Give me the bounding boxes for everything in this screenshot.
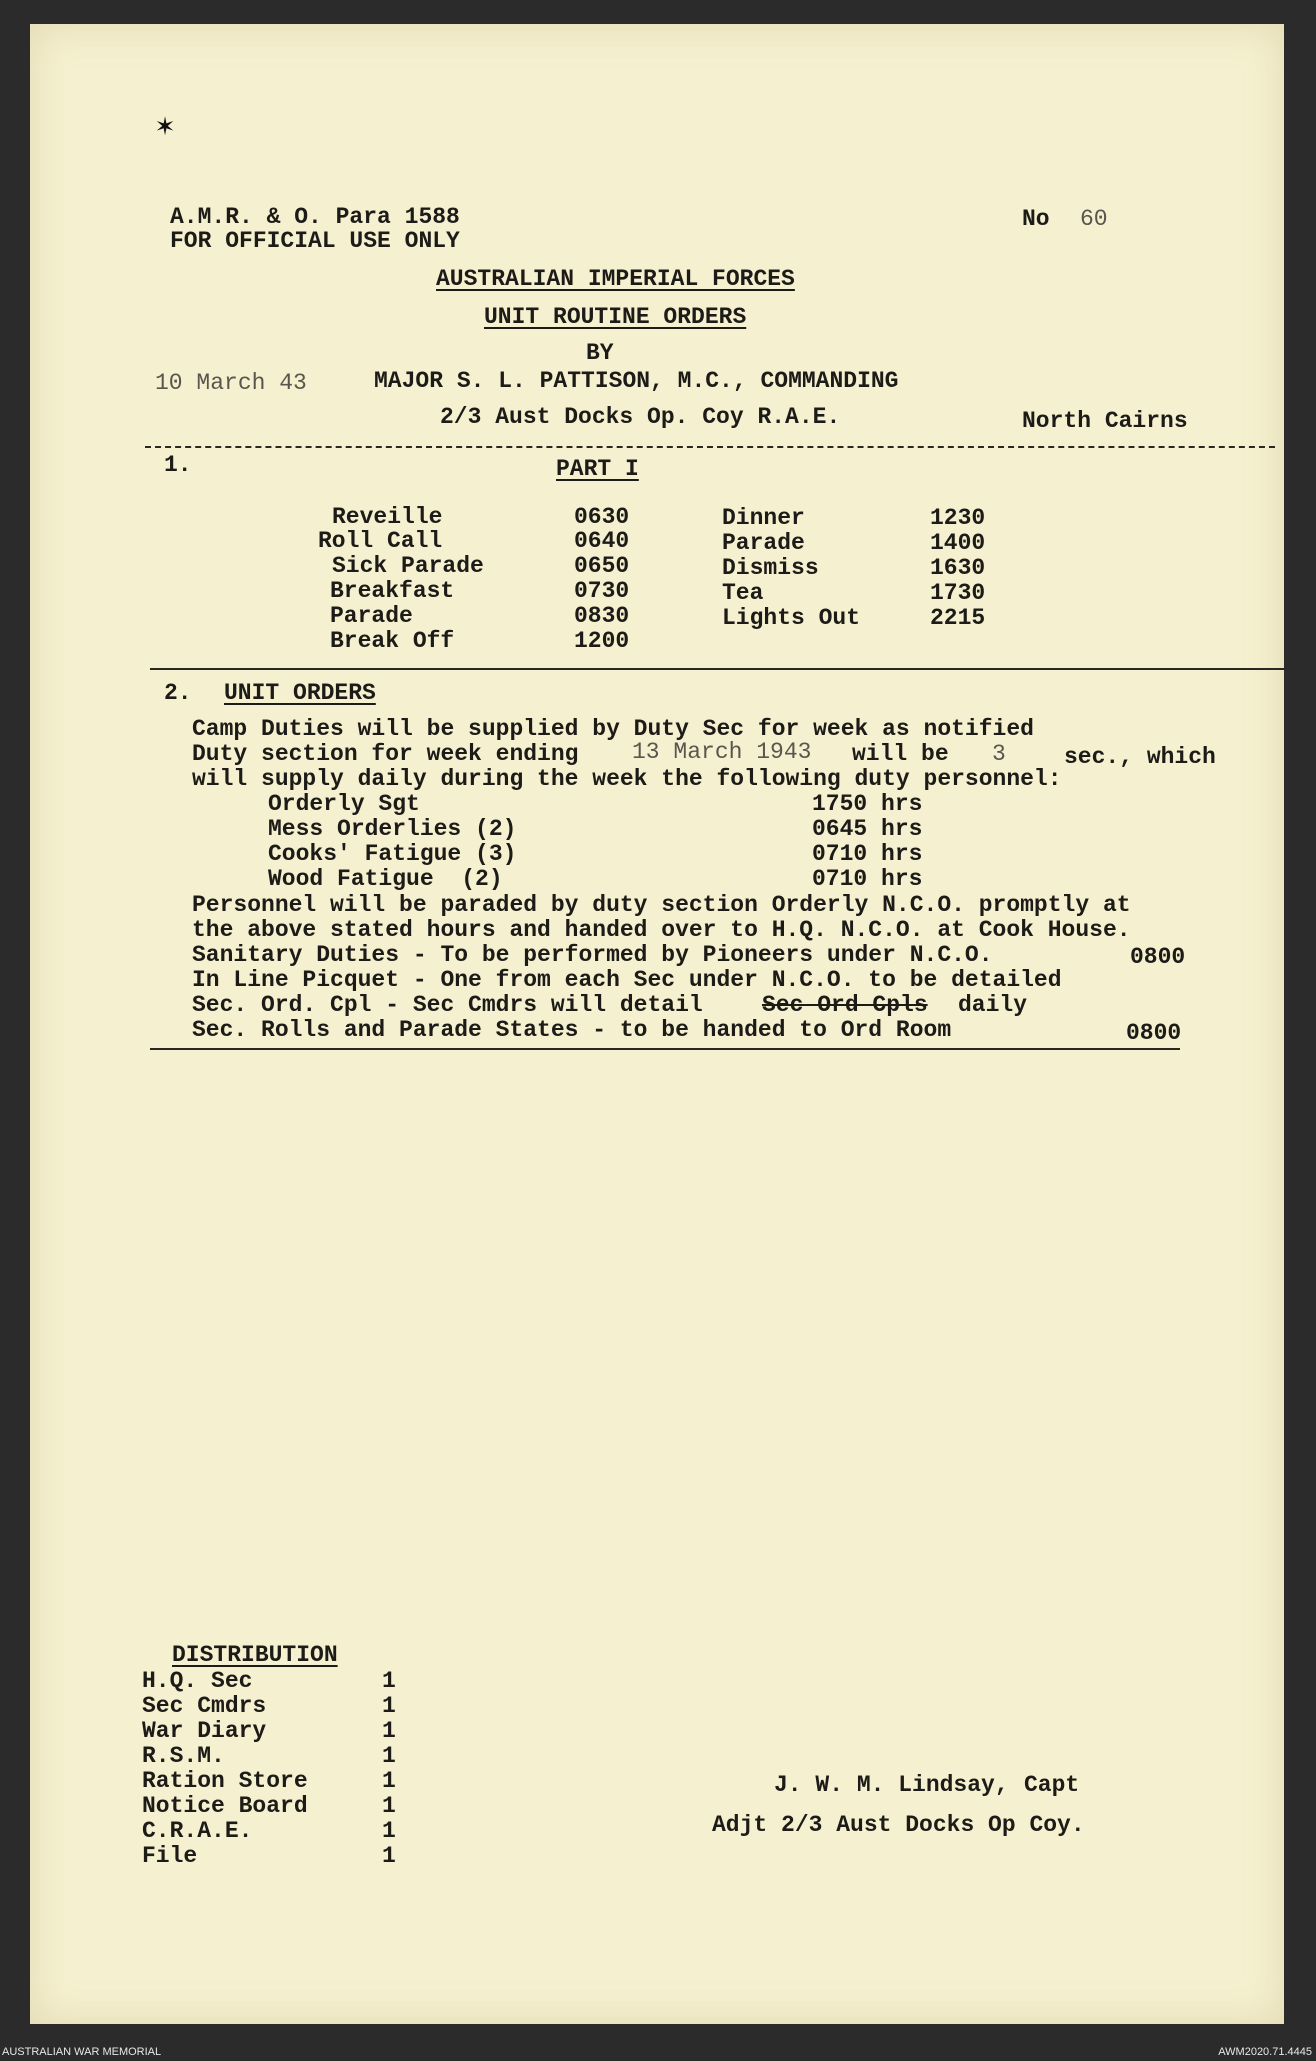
- order-date: 10 March 43: [155, 370, 307, 396]
- order-line: will be: [852, 741, 949, 767]
- ref-line: A.M.R. & O. Para 1588: [170, 204, 460, 230]
- schedule-time: 0640: [574, 528, 630, 554]
- order-line: Camp Duties will be supplied by Duty Sec for week as notified: [192, 716, 1034, 742]
- distribution-heading: DISTRIBUTION: [172, 1642, 338, 1668]
- rolls-line: Sec. Rolls and Parade States - to be handed to Ord Room: [192, 1017, 952, 1043]
- distribution-label: Notice Board: [142, 1793, 308, 1819]
- schedule-label: Breakfast: [330, 578, 455, 604]
- sanitary-duties-line: Sanitary Duties - To be performed by Pioneers under N.C.O.: [192, 942, 993, 968]
- schedule-time: 1230: [930, 505, 986, 531]
- distribution-qty: 1: [382, 1768, 396, 1794]
- schedule-label: Break Off: [330, 628, 455, 654]
- duty-time: 0645 hrs: [812, 816, 923, 842]
- distribution-label: Ration Store: [142, 1768, 308, 1794]
- schedule-time: 0630: [574, 504, 630, 530]
- week-ending-date: 13 March 1943: [632, 739, 812, 765]
- part2-heading: UNIT ORDERS: [224, 680, 376, 706]
- duty-label: Cooks' Fatigue (3): [268, 841, 517, 867]
- order-line: Duty section for week ending: [192, 741, 579, 767]
- distribution-label: R.S.M.: [142, 1743, 225, 1769]
- schedule-time: 0830: [574, 603, 630, 629]
- order-line: Personnel will be paraded by duty section Orderly N.C.O. promptly at: [192, 892, 1131, 918]
- distribution-label: File: [142, 1843, 198, 1869]
- sec-ord-cpl-line: Sec. Ord. Cpl - Sec Cmdrs will detail: [192, 992, 703, 1018]
- distribution-qty: 1: [382, 1743, 396, 1769]
- order-line: the above stated hours and handed over to H.Q. N.C.O. at Cook House.: [192, 917, 1131, 943]
- signatory-rank: Capt: [1024, 1772, 1080, 1798]
- schedule-label: Dinner: [722, 505, 805, 531]
- org-heading: AUSTRALIAN IMPERIAL FORCES: [436, 266, 795, 292]
- schedule-label: Parade: [722, 530, 805, 556]
- order-line: will supply daily during the week the following duty personnel:: [192, 766, 1062, 792]
- orders-title: UNIT ROUTINE ORDERS: [484, 304, 747, 330]
- distribution-qty: 1: [382, 1693, 396, 1719]
- duty-label: Mess Orderlies (2): [268, 816, 517, 842]
- archive-reference: AWM2020.71.4445: [1218, 2046, 1312, 2058]
- divider-rule: [150, 668, 1285, 670]
- duty-time: 0710 hrs: [812, 866, 923, 892]
- unit-line: 2/3 Aust Docks Op. Coy R.A.E.: [440, 404, 841, 430]
- order-line: sec., which: [1064, 744, 1216, 770]
- duty-label: Orderly Sgt: [268, 791, 420, 817]
- rolls-time: 0800: [1126, 1020, 1182, 1046]
- distribution-qty: 1: [382, 1818, 396, 1844]
- schedule-label: Tea: [722, 580, 764, 606]
- distribution-qty: 1: [382, 1718, 396, 1744]
- archive-credit: AUSTRALIAN WAR MEMORIAL: [2, 2046, 162, 2058]
- order-number-label: No: [1022, 206, 1050, 232]
- order-line: daily: [958, 992, 1028, 1018]
- duty-time: 0710 hrs: [812, 841, 923, 867]
- order-number-value: 60: [1080, 206, 1108, 232]
- distribution-qty: 1: [382, 1843, 396, 1869]
- sanitary-time: 0800: [1130, 944, 1186, 970]
- part1-heading: PART I: [556, 456, 639, 482]
- signatory-role: Adjt 2/3 Aust Docks Op Coy.: [712, 1812, 1085, 1838]
- schedule-label: Roll Call: [318, 528, 443, 554]
- distribution-label: War Diary: [142, 1718, 267, 1744]
- official-use-line: FOR OFFICIAL USE ONLY: [170, 228, 460, 254]
- divider-rule: [145, 446, 1275, 448]
- by-line: BY: [586, 340, 614, 366]
- struck-text: Sec Ord Cpls: [762, 992, 928, 1018]
- schedule-time: 0650: [574, 553, 630, 579]
- schedule-time: 0730: [574, 578, 630, 604]
- schedule-label: Parade: [330, 603, 413, 629]
- signatory-name: J. W. M. Lindsay,: [774, 1772, 1009, 1798]
- duty-section-number: 3: [992, 741, 1006, 767]
- part2-number: 2.: [164, 680, 192, 706]
- distribution-qty: 1: [382, 1793, 396, 1819]
- part1-number: 1.: [164, 452, 192, 478]
- picquet-line: In Line Picquet - One from each Sec under N.C.O. to be detailed: [192, 967, 1062, 993]
- location: North Cairns: [1022, 408, 1188, 434]
- schedule-label: Sick Parade: [332, 553, 484, 579]
- distribution-label: H.Q. Sec: [142, 1668, 253, 1694]
- divider-rule: [150, 1048, 1180, 1050]
- schedule-time: 1730: [930, 580, 986, 606]
- duty-label: Wood Fatigue (2): [268, 866, 503, 892]
- schedule-label: Lights Out: [722, 605, 861, 631]
- schedule-time: 1400: [930, 530, 986, 556]
- distribution-qty: 1: [382, 1668, 396, 1694]
- duty-time: 1750 hrs: [812, 791, 923, 817]
- schedule-time: 1630: [930, 555, 986, 581]
- distribution-label: Sec Cmdrs: [142, 1693, 267, 1719]
- schedule-label: Dismiss: [722, 555, 819, 581]
- distribution-label: C.R.A.E.: [142, 1818, 253, 1844]
- schedule-time: 2215: [930, 605, 986, 631]
- schedule-time: 1200: [574, 628, 630, 654]
- commander-line: MAJOR S. L. PATTISON, M.C., COMMANDING: [374, 368, 899, 394]
- pin-hole-mark: ✶: [156, 111, 175, 145]
- schedule-label: Reveille: [332, 504, 443, 530]
